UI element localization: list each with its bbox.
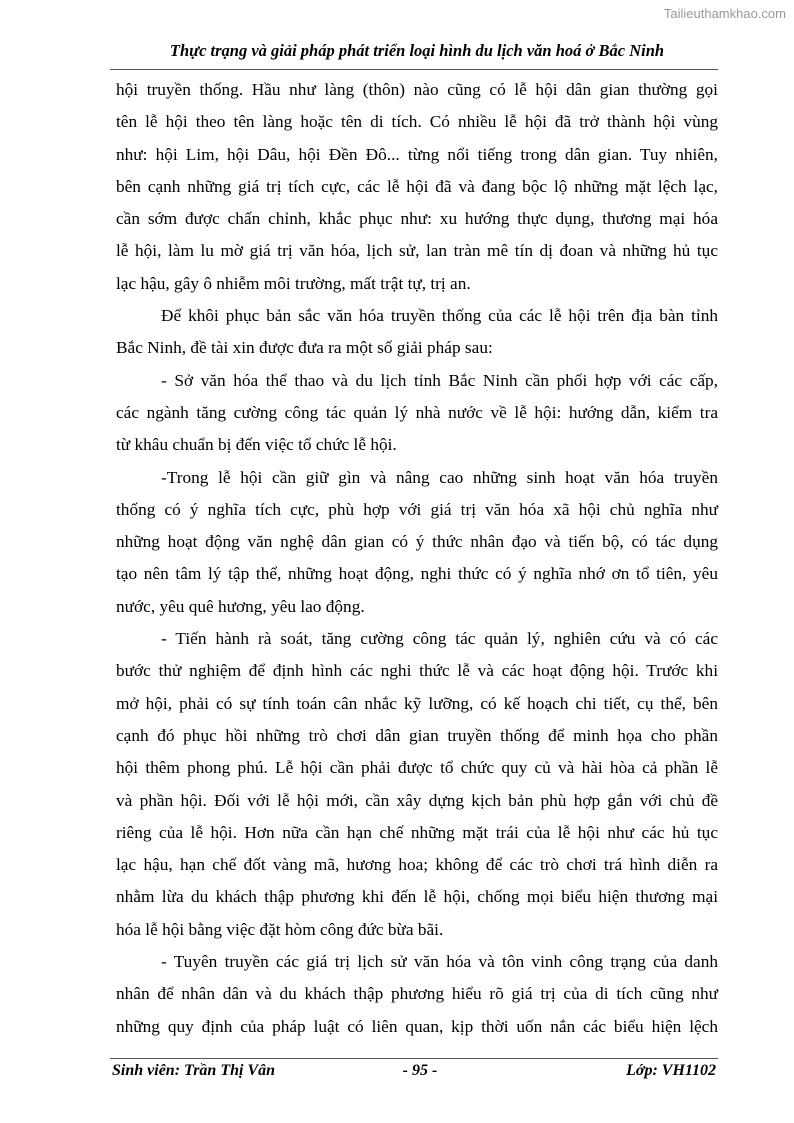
text-line: bên cạnh những giá trị tích cực, các lễ hội đã và đang bộc lộ những mặt lệch lạc, [116, 176, 718, 196]
text-line: - Tiến hành rà soát, tăng cường công tác quản lý, nghiên cứu và có các [161, 629, 718, 649]
running-header: Thực trạng và giải pháp phát triển loại hình du lịch văn hoá ở Bắc Ninh [169, 41, 665, 60]
text-line: riêng của lễ hội. Hơn nữa cần hạn chế những mặt trái của lễ hội như các hủ tục [116, 822, 718, 842]
text-line: như: hội Lim, hội Dâu, hội Đền Đô... từng nổi tiếng trong dân gian. Tuy nhiên, [116, 144, 718, 164]
page-number: - 95 - [402, 1062, 438, 1079]
text-line: hội truyền thống. Hầu như làng (thôn) nào cũng có lễ hội dân gian thường gọi [116, 80, 718, 99]
watermark: Tailieuthamkhao.com [663, 6, 786, 21]
text-line: nước, yêu quê hương, yêu lao động. [116, 596, 365, 616]
text-line: -Trong lễ hội cần giữ gìn và nâng cao những sinh hoạt văn hóa truyền [161, 467, 718, 487]
text-line: tên lễ hội theo tên làng hoặc tên di tích. Có nhiều lễ hội đã trở thành hội vùng [116, 112, 718, 132]
text-line: thống có ý nghĩa tích cực, phù hợp với giá trị văn hóa xã hội chủ nghĩa như [116, 499, 718, 519]
text-line: các ngành tăng cường công tác quản lý nhà nước về lễ hội: hướng dẫn, kiểm tra [116, 402, 718, 422]
text-line: nhân để nhân dân và du khách thập phương hiểu rõ giá trị của di tích cũng như [116, 984, 718, 1004]
footer-student: Sinh viên: Trần Thị Vân [112, 1062, 276, 1079]
text-line: cạnh đó phục hồi những trò chơi dân gian truyền thống để minh họa cho phần [116, 725, 718, 745]
text-line: lạc hậu, gây ô nhiễm môi trường, mất trật tự, trị an. [116, 273, 471, 293]
text-line: - Sở văn hóa thể thao và du lịch tỉnh Bắc Ninh cần phối hợp với các cấp, [161, 370, 718, 390]
header-rule [110, 69, 718, 70]
text-line: nhằm lừa du khách thập phương khi đến lễ hội, chống mọi biểu hiện thương mại [116, 887, 718, 907]
body-text [116, 74, 718, 1043]
text-line: tạo nên tâm lý tập thể, những hoạt động, nghi thức có ý nghĩa nhớ ơn tổ tiên, yêu [116, 564, 718, 584]
text-line: Bắc Ninh, đề tài xin được đưa ra một số giải pháp sau: [116, 338, 493, 358]
footer-class: Lớp: VH1102 [626, 1062, 716, 1079]
text-line: từ khâu chuẩn bị đến việc tổ chức lễ hội. [116, 435, 397, 455]
text-line: những quy định của pháp luật có liên quan, kịp thời uốn nắn các biểu hiện lệch [116, 1016, 718, 1036]
text-line: mở hội, phải có sự tính toán cân nhắc kỹ lưỡng, có kế hoạch chi tiết, cụ thể, bên [116, 693, 718, 713]
text-line: và phần hội. Đối với lễ hội mới, cần xây dựng kịch bản phù hợp gắn với chủ đề [116, 790, 718, 810]
text-line: hóa lễ hội bằng việc đặt hòm công đức bừa bãi. [116, 919, 444, 939]
text-line: những hoạt động văn nghệ dân gian có ý thức nhân đạo và tiến bộ, có tác dụng [116, 532, 718, 552]
text-line: Để khôi phục bản sắc văn hóa truyền thống của các lễ hội trên địa bàn tỉnh [161, 306, 718, 326]
text-line: cần sớm được chấn chỉnh, khắc phục như: xu hướng thực dụng, thương mại hóa [116, 209, 718, 229]
text-line: hội thêm phong phú. Lễ hội cần phải được tổ chức quy củ và hài hòa cả phần lễ [116, 758, 718, 778]
text-line: lễ hội, làm lu mờ giá trị văn hóa, lịch sử, lan tràn mê tín dị đoan và những hủ tục [116, 241, 718, 261]
footer-rule [110, 1058, 718, 1059]
text-line: - Tuyên truyền các giá trị lịch sử văn hóa và tôn vinh công trạng của danh [161, 952, 718, 972]
text-line: bước thử nghiệm để định hình các nghi thức lễ và các hoạt động hội. Trước khi [116, 661, 718, 681]
text-line: lạc hậu, hạn chế đốt vàng mã, hương hoa; không để các trò chơi trá hình diễn ra [116, 855, 718, 875]
